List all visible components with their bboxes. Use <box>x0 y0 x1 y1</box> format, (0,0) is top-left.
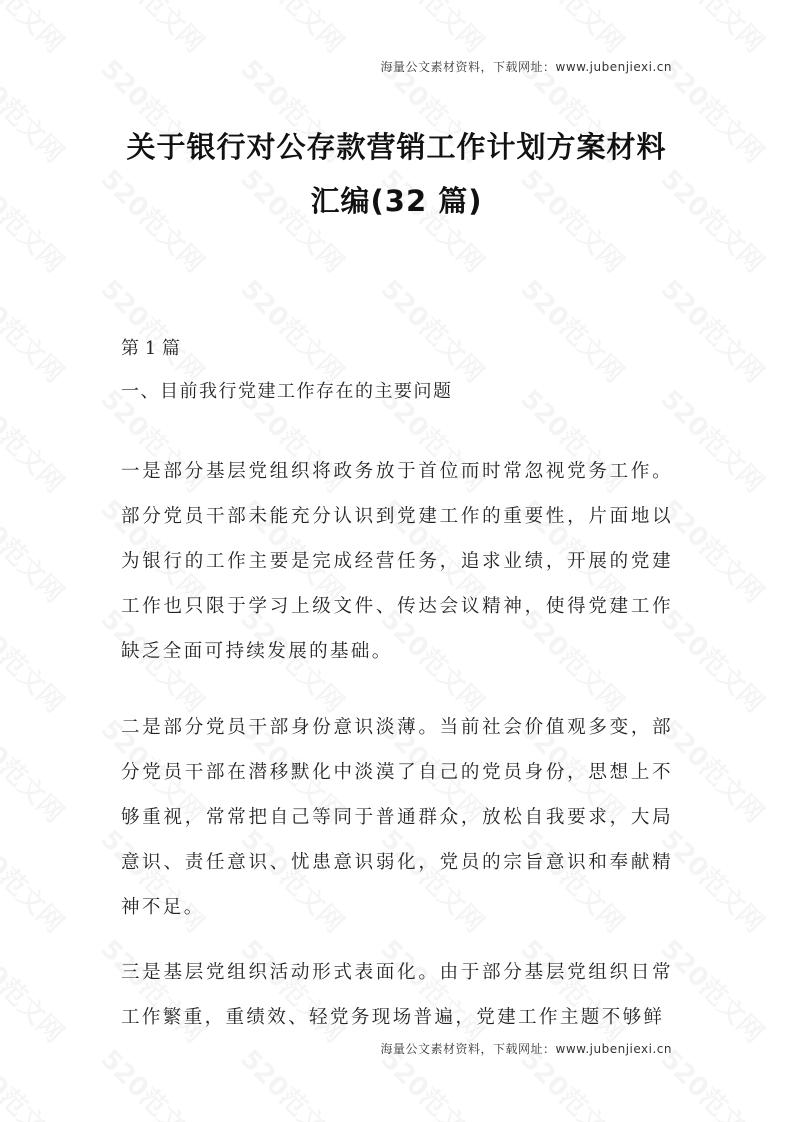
watermark-text <box>0 160 74 280</box>
watermark-text <box>94 0 214 60</box>
watermark-text <box>0 600 74 720</box>
title-line-1: 关于银行对公存款营销工作计划方案材料 <box>126 130 667 164</box>
watermark-text <box>0 1040 74 1122</box>
watermark-text <box>514 0 634 60</box>
header-note: 海量公文素材资料，下载网址：www.jubenjiexi.cn <box>380 60 672 74</box>
watermark-text <box>514 270 634 390</box>
watermark-text <box>0 710 74 830</box>
watermark-text <box>654 0 774 60</box>
watermark-text <box>0 270 74 390</box>
watermark-text <box>94 270 214 390</box>
watermark-text <box>234 270 354 390</box>
watermark-text <box>374 270 494 390</box>
paragraph-3: 三是基层党组织活动形式表面化。由于部分基层党组织日常工作繁重，重绩效、轻党务现场普遍，党建工作主题不够鲜 <box>121 962 673 1028</box>
title-line-2: 汇编(32 篇) <box>310 184 483 218</box>
section-heading: 一、目前我行党建工作存在的主要问题 <box>121 381 453 402</box>
watermark-text <box>374 0 494 60</box>
footer-note: 海量公文素材资料，下载网址：www.jubenjiexi.cn <box>380 1042 672 1056</box>
watermark-text <box>0 0 74 60</box>
watermark-text <box>0 930 74 1050</box>
watermark-text <box>0 50 74 170</box>
watermark-text <box>0 380 74 500</box>
document-title <box>100 120 693 228</box>
part-label: 第 1 篇 <box>121 338 180 359</box>
paragraph-2: 二是部分党员干部身份意识淡薄。当前社会价值观多变，部分党员干部在潜移默化中淡漠了自己的党员身份，思想上不够重视，常常把自己等同于普通群众，放松自我要求，大局意识、责任意识、忧患意识弱化，党员的宗旨意识和奉献精神不足。 <box>121 717 673 918</box>
watermark-text <box>234 1040 354 1122</box>
watermark-text <box>94 1040 214 1122</box>
paragraph-1: 一是部分基层党组织将政务放于首位而时常忽视党务工作。部分党员干部未能充分认识到党建工作的重要性，片面地以为银行的工作主要是完成经营任务，追求业绩，开展的党建工作也只限于学习上级文件、传达会议精神，使得党建工作缺乏全面可持续发展的基础。 <box>121 461 673 662</box>
watermark-text <box>234 0 354 60</box>
watermark-text <box>654 270 774 390</box>
watermark-text <box>0 490 74 610</box>
watermark-text <box>0 820 74 940</box>
